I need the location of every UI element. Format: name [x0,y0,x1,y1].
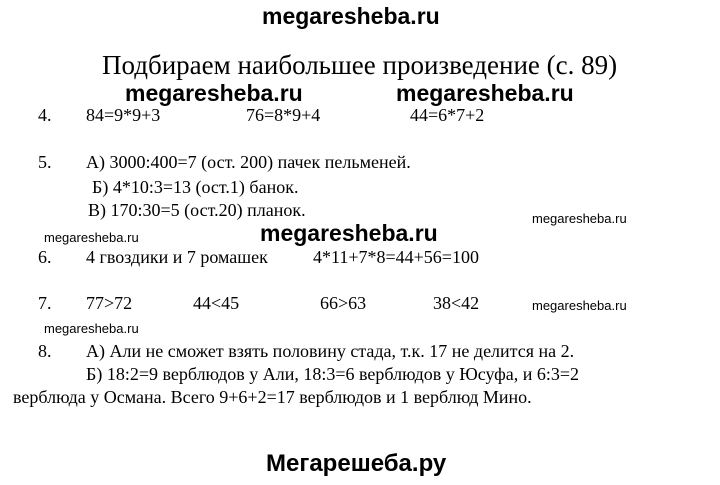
task6-calculation: 4*11+7*8=44+56=100 [313,247,479,267]
watermark-small-2: megaresheba.ru [44,230,139,245]
task4-eq-a: 84=9*9+3 [86,105,161,125]
task6-answer: 4 гвоздики и 7 ромашек [86,247,268,267]
watermark-top: megaresheba.ru [262,3,440,29]
watermark-small-1: megaresheba.ru [532,211,627,226]
task4-number: 4. [38,105,52,125]
task7-cmp-b: 44<45 [193,293,240,313]
watermark-1: megaresheba.ru [125,80,303,106]
task8-line-b: Б) 18:2=9 верблюдов у Али, 18:3=6 верблюдов у Юсуфа, и 6:3=2 [86,364,580,384]
task8-line-c: верблюда у Османа. Всего 9+6+2=17 верблюдов и 1 верблюд Мино. [13,387,532,407]
task7-cmp-c: 66>63 [320,293,367,313]
task7-cmp-d: 38<42 [433,293,480,313]
watermark-small-3: megaresheba.ru [532,298,627,313]
task8-number: 8. [38,341,52,361]
watermark-2: megaresheba.ru [396,80,574,106]
task5-line-a: А) 3000:400=7 (ост. 200) пачек пельменей. [86,152,411,172]
task4-eq-b: 76=8*9+4 [246,105,321,125]
task5-line-c: В) 170:30=5 (ост.20) планок. [88,200,306,220]
task7-number: 7. [38,293,52,313]
footer-site-name: Мегарешеба.ру [266,450,447,477]
page-title: Подбираем наибольшее произведение (с. 89) [102,50,618,80]
task4-eq-c: 44=6*7+2 [410,105,485,125]
task6-number: 6. [38,247,52,267]
task8-line-a: А) Али не сможет взять половину стада, т.к. 17 не делится на 2. [86,341,575,361]
task5-number: 5. [38,152,52,172]
task7-cmp-a: 77>72 [86,293,133,313]
task5-line-b: Б) 4*10:3=13 (ост.1) банок. [92,177,299,197]
watermark-small-4: megaresheba.ru [44,321,139,336]
watermark-3: megaresheba.ru [260,220,438,246]
